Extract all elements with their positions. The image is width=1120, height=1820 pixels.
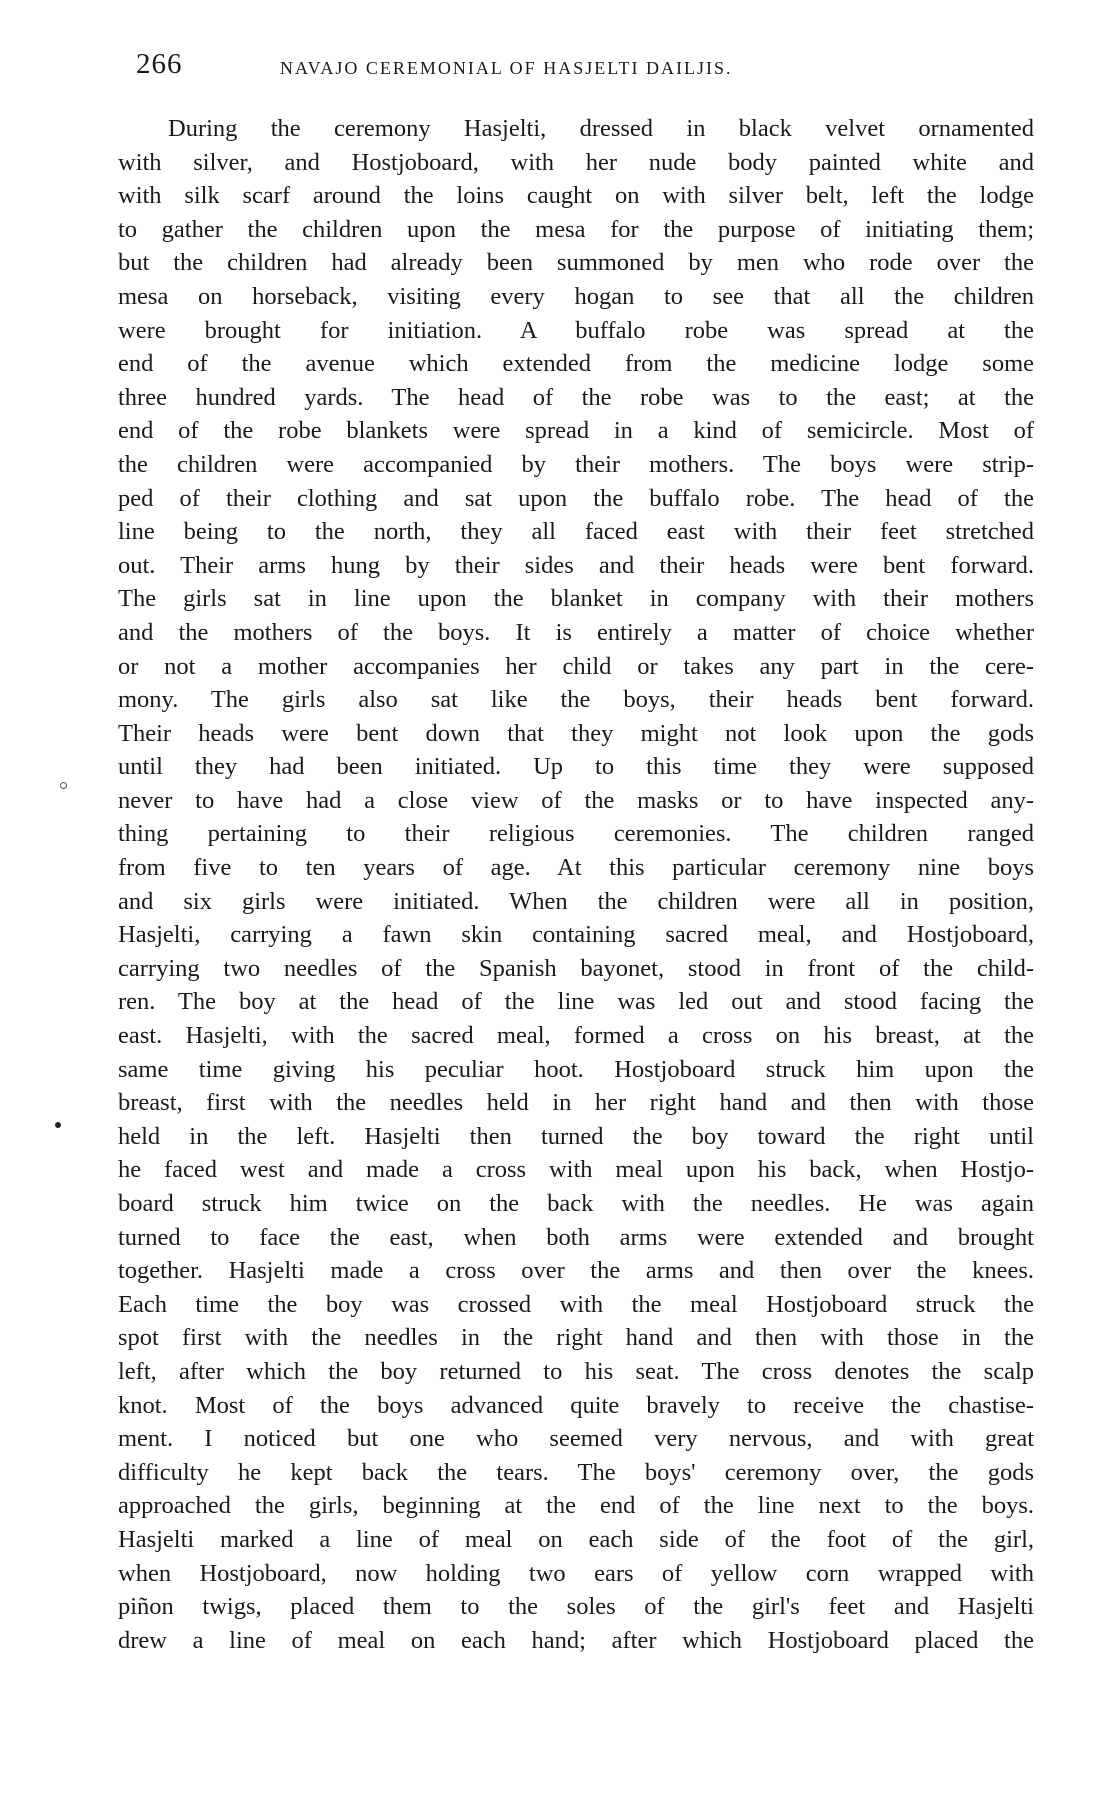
text-line: east. Hasjelti, with the sacred meal, formed a cross on his breast, at the [118, 1022, 1034, 1050]
text-line: and six girls were initiated. When the children were all in position, [118, 887, 1034, 915]
text-line: end of the robe blankets were spread in a kind of semicircle. Most of [118, 417, 1034, 445]
text-line: together. Hasjelti made a cross over the arms and then over the knees. [118, 1257, 1034, 1285]
text-line: and the mothers of the boys. It is entirely a matter of choice whether [118, 618, 1034, 646]
text-line: thing pertaining to their religious ceremonies. The children ranged [118, 820, 1034, 848]
text-line: spot first with the needles in the right hand and then with those in the [118, 1324, 1034, 1352]
text-line: knot. Most of the boys advanced quite bravely to receive the chastise- [118, 1391, 1034, 1419]
text-line: when Hostjoboard, now holding two ears of yellow corn wrapped with [118, 1559, 1034, 1587]
text-line: The girls sat in line upon the blanket in company with their mothers [118, 585, 1034, 613]
text-line: mony. The girls also sat like the boys, their heads bent forward. [118, 686, 1034, 714]
text-line: drew a line of meal on each hand; after which Hostjoboard placed the [118, 1626, 1034, 1654]
page-number: 266 [136, 48, 183, 80]
text-line: breast, first with the needles held in her right hand and then with those [118, 1089, 1034, 1117]
text-line: with silk scarf around the loins caught on with silver belt, left the lodge [118, 182, 1034, 210]
text-line: difficulty he kept back the tears. The boys' ceremony over, the gods [118, 1458, 1034, 1486]
text-line: to gather the children upon the mesa for the purpose of initiating them; [118, 215, 1034, 243]
body-paragraph [118, 112, 1034, 1657]
text-line: carrying two needles of the Spanish bayonet, stood in front of the child- [118, 954, 1034, 982]
text-line: from five to ten years of age. At this particular ceremony nine boys [118, 854, 1034, 882]
margin-dot-mark [55, 1122, 61, 1128]
text-line: until they had been initiated. Up to this time they were supposed [118, 753, 1034, 781]
text-line: but the children had already been summoned by men who rode over the [118, 249, 1034, 277]
text-line: ren. The boy at the head of the line was led out and stood facing the [118, 988, 1034, 1016]
text-line: never to have had a close view of the masks or to have inspected any- [118, 786, 1034, 814]
text-line: line being to the north, they all faced east with their feet stretched [118, 518, 1034, 546]
text-line: Their heads were bent down that they might not look upon the gods [118, 719, 1034, 747]
text-line: same time giving his peculiar hoot. Hostjoboard struck him upon the [118, 1055, 1034, 1083]
text-line: board struck him twice on the back with the needles. He was again [118, 1190, 1034, 1217]
text-line: Hasjelti marked a line of meal on each side of the foot of the girl, [118, 1525, 1034, 1553]
text-line: with silver, and Hostjoboard, with her nude body painted white and [118, 148, 1034, 176]
text-line: held in the left. Hasjelti then turned the boy toward the right until [118, 1122, 1034, 1150]
text-line: three hundred yards. The head of the robe was to the east; at the [118, 383, 1034, 411]
text-line: end of the avenue which extended from the medicine lodge some [118, 350, 1034, 378]
text-line: out. Their arms hung by their sides and their heads were bent forward. [118, 551, 1034, 579]
text-line: Hasjelti, carrying a fawn skin containing sacred meal, and Hostjoboard, [118, 921, 1034, 949]
running-title: NAVAJO CEREMONIAL OF HASJELTI DAILJIS. [280, 58, 733, 78]
text-line: mesa on horseback, visiting every hogan to see that all the children [118, 282, 1034, 310]
text-line: he faced west and made a cross with meal upon his back, when Hostjo- [118, 1156, 1034, 1184]
text-line: turned to face the east, when both arms were extended and brought [118, 1223, 1034, 1251]
text-line: left, after which the boy returned to his seat. The cross denotes the scalp [118, 1357, 1034, 1385]
text-line: or not a mother accompanies her child or takes any part in the cere- [118, 652, 1034, 680]
text-line: were brought for initiation. A buffalo robe was spread at the [118, 316, 1034, 344]
text-line: ped of their clothing and sat upon the buffalo robe. The head of the [118, 484, 1034, 512]
text-line: approached the girls, beginning at the end of the line next to the boys. [118, 1492, 1034, 1520]
text-line: ment. I noticed but one who seemed very nervous, and with great [118, 1425, 1034, 1453]
text-line: Each time the boy was crossed with the meal Hostjoboard struck the [118, 1290, 1034, 1318]
text-line: piñon twigs, placed them to the soles of the girl's feet and Hasjelti [118, 1593, 1034, 1621]
margin-speck-mark [60, 782, 67, 789]
text-line: During the ceremony Hasjelti, dressed in black velvet ornamented [168, 115, 1034, 142]
text-line: the children were accompanied by their mothers. The boys were strip- [118, 450, 1034, 478]
running-head [136, 48, 1036, 88]
